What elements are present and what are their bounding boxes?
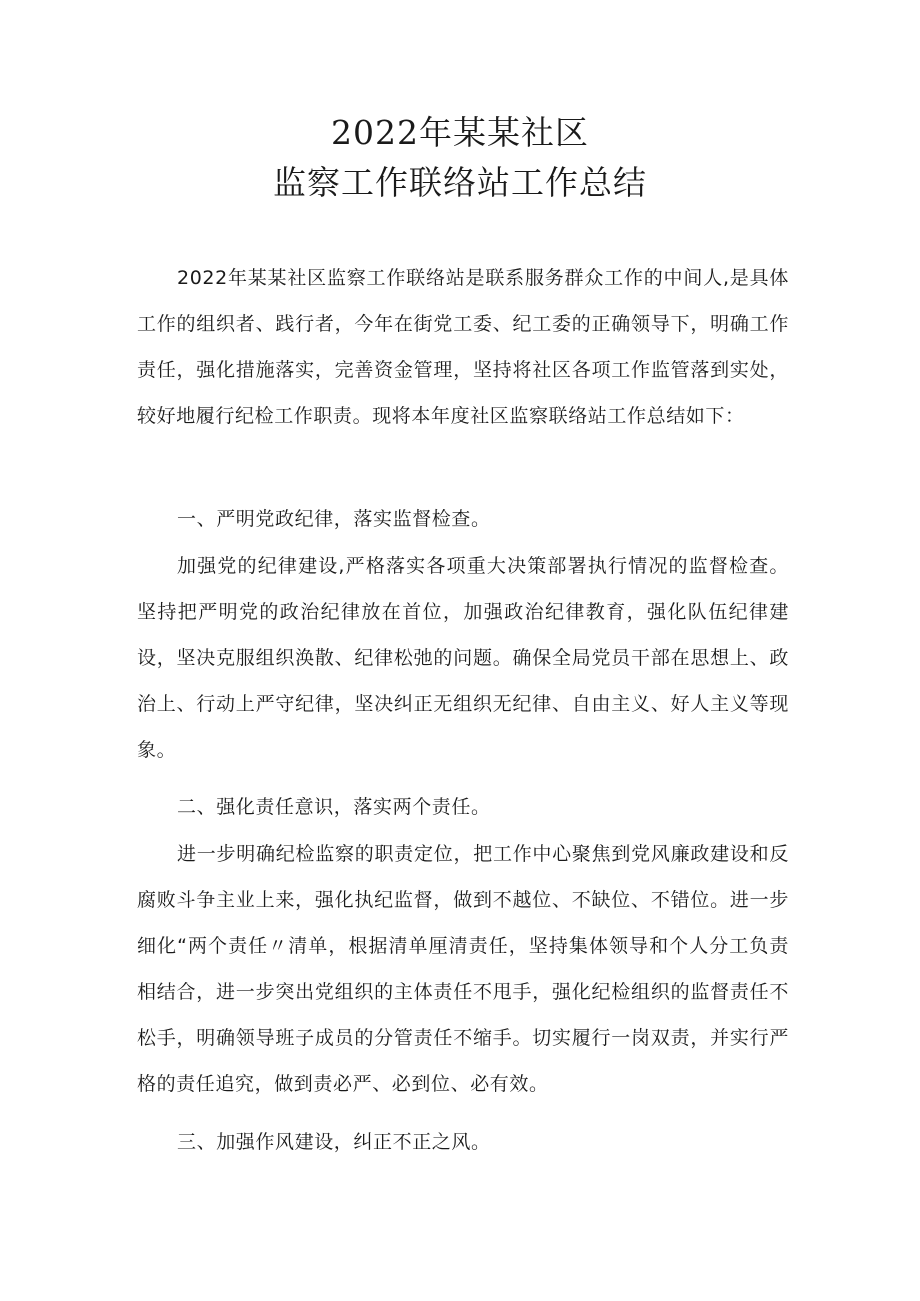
section-3-heading: 三、加强作风建设，纠正不正之风。 <box>177 1131 491 1153</box>
document-title-line-1: 2022年某某社区 <box>331 113 589 152</box>
intro-paragraph: 2022年某某社区监察工作联络站是联系服务群众工作的中间人,是具体工作的组织者、践行者，今年在街党工委、纪工委的正确领导下，明确工作责任，强化措施落实，完善资金管理，坚持将社区各项工作监管落到实处，较好地履行纪检工作职责。现将本年度社区监察联络站工作总结如下： <box>137 267 789 427</box>
section-2-heading: 二、强化责任意识，落实两个责任。 <box>177 796 491 818</box>
section-2-paragraph: 进一步明确纪检监察的职责定位，把工作中心聚焦到党风廉政建设和反腐败斗争主业上来，强化执纪监督，做到不越位、不缺位、不错位。进一步细化“两个责任〃清单，根据清单厘清责任，坚持集体领导和个人分工负责相结合，进一步突出党组织的主体责任不甩手，强化纪检组织的监督责任不松手，明确领导班子成员的分管责任不缩手。切实履行一岗双责，并实行严格的责任追究，做到责必严、必到位、必有效。 <box>137 843 789 1095</box>
document-title-line-2: 监察工作联络站工作总结 <box>273 163 647 202</box>
section-1-heading: 一、严明党政纪律，落实监督检查。 <box>177 508 491 530</box>
section-1-paragraph: 加强党的纪律建设,严格落实各项重大决策部署执行情况的监督检查。坚持把严明党的政治纪律放在首位，加强政治纪律教育，强化队伍纪律建设，坚决克服组织涣散、纪律松弛的问题。确保全局党员干部在思想上、政治上、行动上严守纪律，坚决纠正无组织无纪律、自由主义、好人主义等现象。 <box>137 555 789 761</box>
